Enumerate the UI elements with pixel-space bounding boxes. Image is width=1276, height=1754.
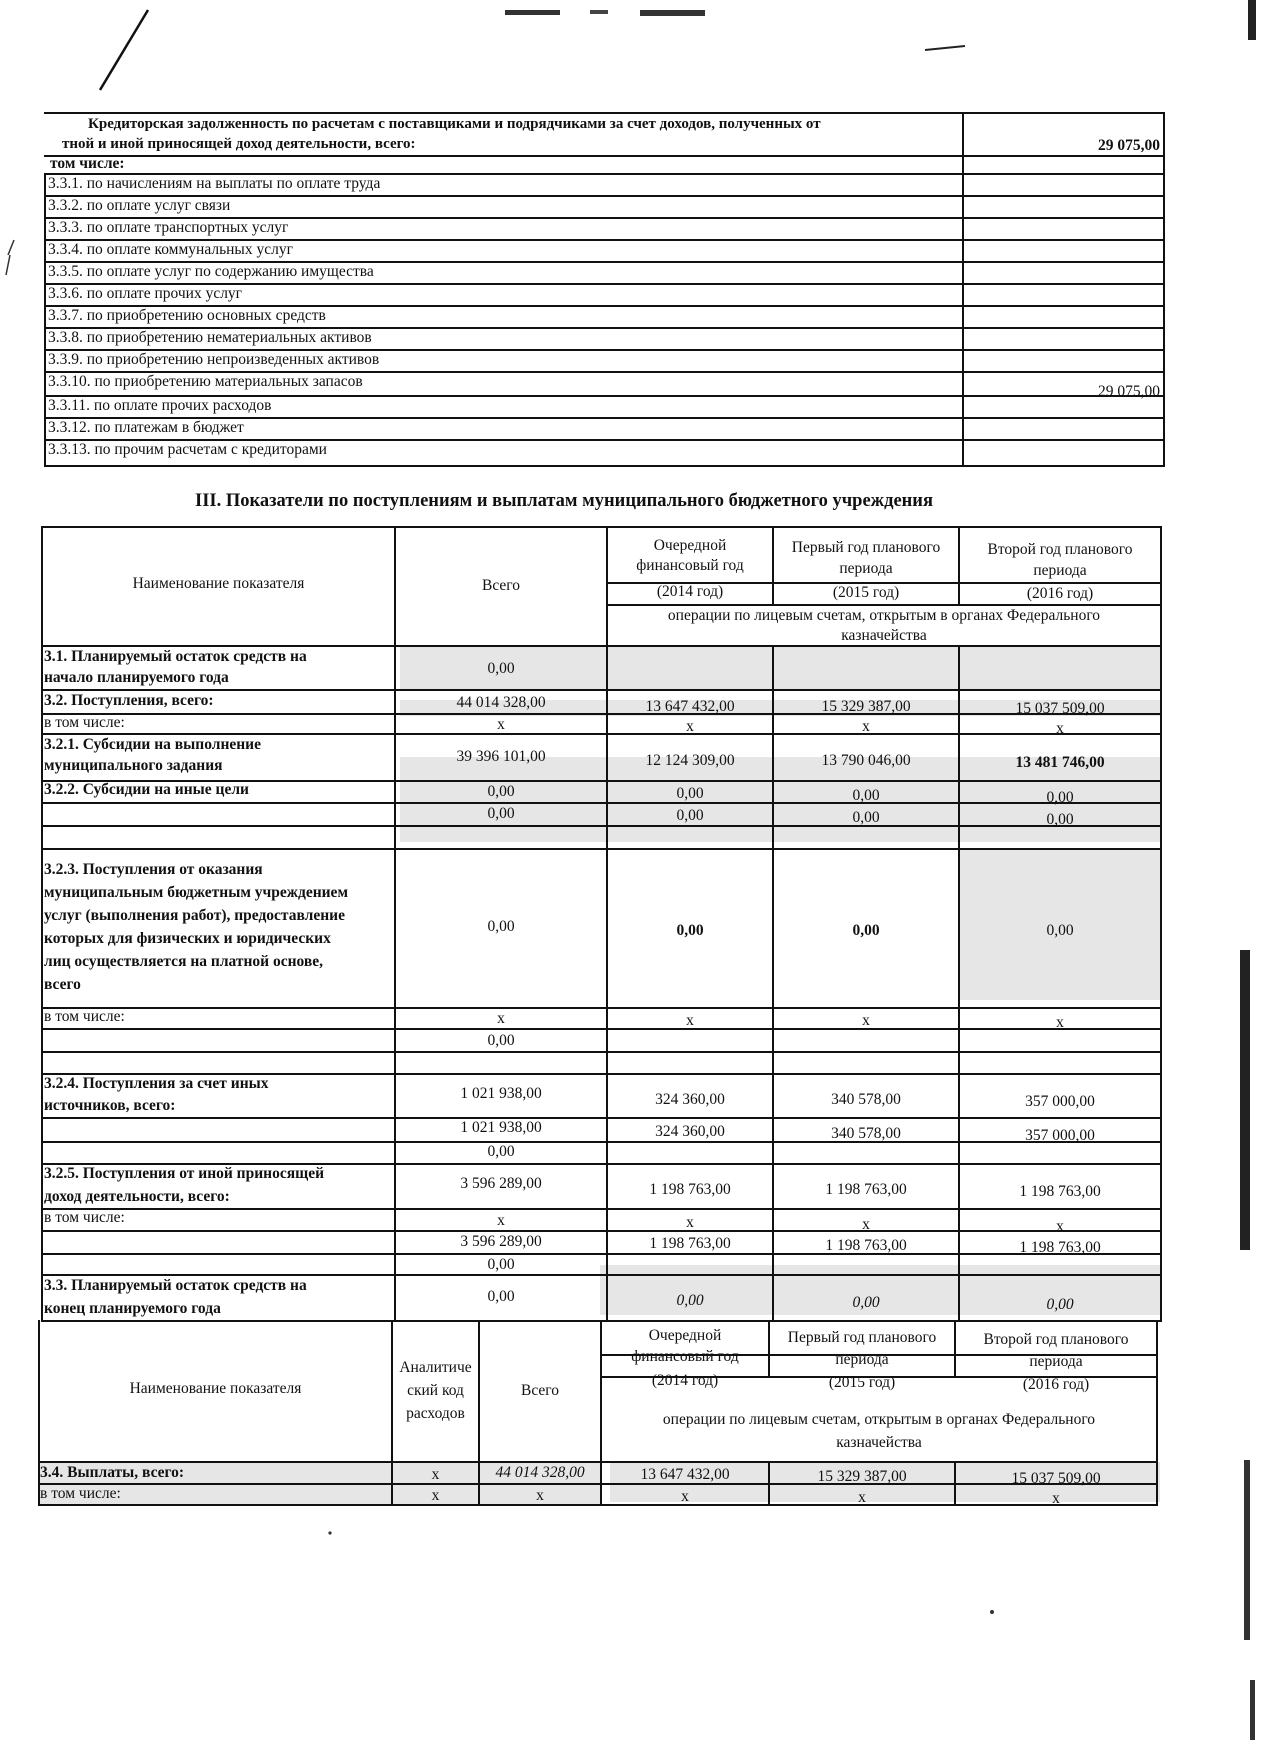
col-header-y3-line2: периода: [1033, 562, 1087, 579]
cell-total: х: [536, 1487, 544, 1504]
creditor-row-label: 3.3.12. по платежам в бюджет: [48, 419, 244, 436]
col-header-name: Наименование показателя: [129, 1380, 302, 1397]
cell-y2: 0,00: [852, 787, 880, 804]
row-label: начало планируемого года: [44, 669, 229, 686]
col-header-y3-line1: Второй год планового: [983, 1331, 1129, 1348]
creditor-row-value: 29 075,00: [1098, 383, 1160, 400]
col-header-name: Наименование показателя: [132, 575, 305, 592]
col-header-y2-line1: Первый год планового: [791, 539, 941, 556]
col-header-y2-line1: Первый год планового: [787, 1329, 937, 1346]
cell-total: 3 596 289,00: [460, 1175, 542, 1192]
cell-y3: 1 198 763,00: [1019, 1239, 1101, 1256]
row-label: в том числе:: [44, 714, 125, 731]
creditor-row-label: 3.3.2. по оплате услуг связи: [48, 197, 231, 214]
col-header-ops-line2: казначейства: [836, 1434, 922, 1451]
cell-y3: 0,00: [1046, 922, 1074, 939]
cell-x: х: [497, 716, 505, 733]
cell-y1: 13 647 432,00: [645, 698, 735, 715]
cell-y3: 15 037 509,00: [1015, 700, 1105, 717]
creditor-row-label: 3.3.6. по оплате прочих услуг: [48, 285, 243, 302]
col-header-total: Всего: [481, 577, 520, 594]
row-label: услуг (выполнения работ), предоставление: [44, 907, 345, 924]
cell-x: х: [497, 1212, 505, 1229]
col-header-y1-year: (2014 год): [651, 1372, 719, 1389]
cell-total: 44 014 328,00: [495, 1464, 585, 1481]
row-label: источников, всего:: [44, 1097, 176, 1114]
cell-total: 44 014 328,00: [456, 694, 546, 711]
cell-total: 0,00: [487, 1256, 515, 1273]
col-header-ops-line2: казначейства: [841, 627, 927, 644]
cell-y1: 1 198 763,00: [649, 1181, 731, 1198]
creditor-row-label: 3.3.10. по приобретению материальных запасов: [48, 373, 363, 390]
cell-y2: 13 790 046,00: [821, 752, 911, 769]
col-header-y1-line1: Очередной: [648, 1327, 722, 1344]
cell-x: х: [686, 1012, 694, 1029]
cell-y3: 357 000,00: [1025, 1093, 1095, 1110]
row-label: конец планируемого года: [44, 1300, 221, 1317]
cell-y3: 0,00: [1046, 811, 1074, 828]
cell-y1: 13 647 432,00: [640, 1466, 730, 1483]
cell-y2: 15 329 387,00: [817, 1468, 907, 1485]
col-header-y3-year: (2016 год): [1022, 1376, 1090, 1393]
cell-total: 0,00: [487, 805, 515, 822]
row-label: в том числе:: [44, 1008, 125, 1025]
cell-y3: 0,00: [1046, 1296, 1074, 1313]
cell-y3: 1 198 763,00: [1019, 1183, 1101, 1200]
col-header-code-line2: ский код: [407, 1382, 464, 1399]
cell-x: х: [862, 1216, 870, 1233]
row-label: 3.3. Планируемый остаток средств на: [44, 1277, 307, 1294]
cell-code: х: [431, 1487, 440, 1504]
cell-y1: 324 360,00: [655, 1123, 725, 1140]
col-header-y3-line2: периода: [1029, 1353, 1083, 1370]
creditor-row-label: 3.3.4. по оплате коммунальных услуг: [48, 241, 293, 258]
col-header-ops-line1: операции по лицевым счетам, открытым в органах Федерального: [662, 1411, 1096, 1428]
cell-total: 1 021 938,00: [460, 1119, 542, 1136]
cell-total: 1 021 938,00: [460, 1085, 542, 1102]
cell-x: х: [497, 1010, 505, 1027]
cell-code: х: [431, 1466, 440, 1483]
creditor-row-label: 3.3.5. по оплате услуг по содержанию имущества: [48, 263, 374, 280]
creditor-debt-header-line1: Кредиторская задолженность по расчетам с поставщиками и подрядчиками за счет доходов, полученных от: [88, 116, 821, 132]
cell-x: х: [862, 1012, 870, 1029]
cell-total: 0,00: [487, 1288, 515, 1305]
row-label: муниципального задания: [44, 757, 223, 774]
cell-y3: 357 000,00: [1025, 1127, 1095, 1144]
row-label: лиц осуществляется на платной основе,: [44, 953, 324, 970]
cell-y2: 340 578,00: [831, 1091, 901, 1108]
creditor-row-label: 3.3.8. по приобретению нематериальных активов: [48, 329, 372, 346]
creditor-debt-total: 29 075,00: [1098, 137, 1160, 154]
col-header-y1-year: (2014 год): [656, 583, 724, 600]
cell-y3: 15 037 509,00: [1011, 1470, 1101, 1487]
row-label: 3.2.2. Субсидии на иные цели: [44, 781, 249, 798]
cell-y3: 13 481 746,00: [1015, 754, 1105, 771]
col-header-code-line1: Аналитиче: [399, 1359, 472, 1376]
cell-total: 3 596 289,00: [460, 1233, 542, 1250]
cell-y1: 0,00: [676, 785, 704, 802]
col-header-y2-line2: периода: [839, 560, 893, 577]
cell-y1: 0,00: [676, 922, 704, 939]
creditor-row-label: 3.3.3. по оплате транспортных услуг: [48, 219, 289, 236]
cell-total: 39 396 101,00: [456, 748, 546, 765]
cell-y2: 0,00: [852, 1294, 880, 1311]
col-header-y3-year: (2016 год): [1026, 585, 1094, 602]
col-header-y1-line1: Очередной: [653, 537, 727, 554]
row-label: муниципальным бюджетным учреждением: [44, 884, 348, 901]
row-label: 3.1. Планируемый остаток средств на: [44, 648, 307, 665]
cell-y2: х: [858, 1489, 866, 1506]
col-header-y1-line2: финансовый год: [631, 1348, 739, 1365]
col-header-y2-line2: периода: [835, 1351, 889, 1368]
cell-x: х: [686, 1214, 694, 1231]
col-header-total: Всего: [520, 1382, 559, 1399]
creditor-row-label: 3.3.9. по приобретению непроизведенных активов: [48, 351, 380, 368]
cell-x: х: [1056, 1014, 1064, 1031]
row-label: в том числе:: [44, 1209, 125, 1226]
row-label: всего: [44, 976, 81, 993]
cell-y3: 0,00: [1046, 789, 1074, 806]
cell-y1: 324 360,00: [655, 1091, 725, 1108]
cell-x: х: [862, 718, 870, 735]
cell-total: 0,00: [487, 783, 515, 800]
cell-y1: 0,00: [676, 1292, 704, 1309]
cell-y2: 1 198 763,00: [825, 1181, 907, 1198]
row-label: 3.2.5. Поступления от иной приносящей: [44, 1165, 324, 1182]
row-label: доход деятельности, всего:: [44, 1188, 230, 1205]
row-label: 3.2.3. Поступления от оказания: [44, 861, 263, 878]
row-label: 3.2.1. Субсидии на выполнение: [44, 736, 261, 753]
row-label: 3.2.4. Поступления за счет иных: [44, 1075, 269, 1092]
cell-y2: 1 198 763,00: [825, 1237, 907, 1254]
row-label: в том числе:: [40, 1485, 121, 1502]
col-header-ops-line1: операции по лицевым счетам, открытым в органах Федерального: [667, 607, 1101, 624]
row-label: 3.4. Выплаты, всего:: [40, 1464, 185, 1481]
cell-y2: 340 578,00: [831, 1125, 901, 1142]
cell-y1: 0,00: [676, 807, 704, 824]
creditor-row-label: 3.3.11. по оплате прочих расходов: [48, 397, 272, 414]
col-header-y2-year: (2015 год): [828, 1374, 896, 1391]
col-header-y2-year: (2015 год): [832, 584, 900, 601]
cell-total: 0,00: [487, 1143, 515, 1160]
col-header-y1-line2: финансовый год: [636, 557, 744, 574]
cell-y2: 0,00: [852, 922, 880, 939]
cell-x: х: [1056, 720, 1064, 737]
creditor-debt-header-line2: тной и иной приносящей доход деятельности, всего:: [62, 136, 416, 152]
col-header-y3-line1: Второй год планового: [987, 541, 1133, 558]
cell-y1: х: [681, 1488, 689, 1505]
cell-y2: 15 329 387,00: [821, 698, 911, 715]
cell-x: х: [686, 718, 694, 735]
creditor-row-label: 3.3.1. по начислениям на выплаты по оплате труда: [48, 175, 381, 192]
row-label: которых для физических и юридических: [44, 930, 331, 947]
cell-x: х: [1056, 1218, 1064, 1235]
cell-total: 0,00: [487, 918, 515, 935]
cell-y3: х: [1052, 1490, 1060, 1507]
cell-y2: 0,00: [852, 809, 880, 826]
row-label: 3.2. Поступления, всего:: [44, 692, 214, 709]
section-title: III. Показатели по поступлениям и выплатам муниципального бюджетного учреждения: [195, 491, 933, 511]
cell-total: 0,00: [487, 1032, 515, 1049]
creditor-row-label: 3.3.13. по прочим расчетам с кредиторами: [48, 441, 327, 458]
cell-y1: 1 198 763,00: [649, 1235, 731, 1252]
creditor-debt-subheader: том числе:: [50, 155, 125, 172]
creditor-row-label: 3.3.7. по приобретению основных средств: [48, 307, 326, 324]
cell-total: 0,00: [487, 660, 515, 677]
col-header-code-line3: расходов: [406, 1405, 465, 1422]
cell-y1: 12 124 309,00: [645, 752, 735, 769]
